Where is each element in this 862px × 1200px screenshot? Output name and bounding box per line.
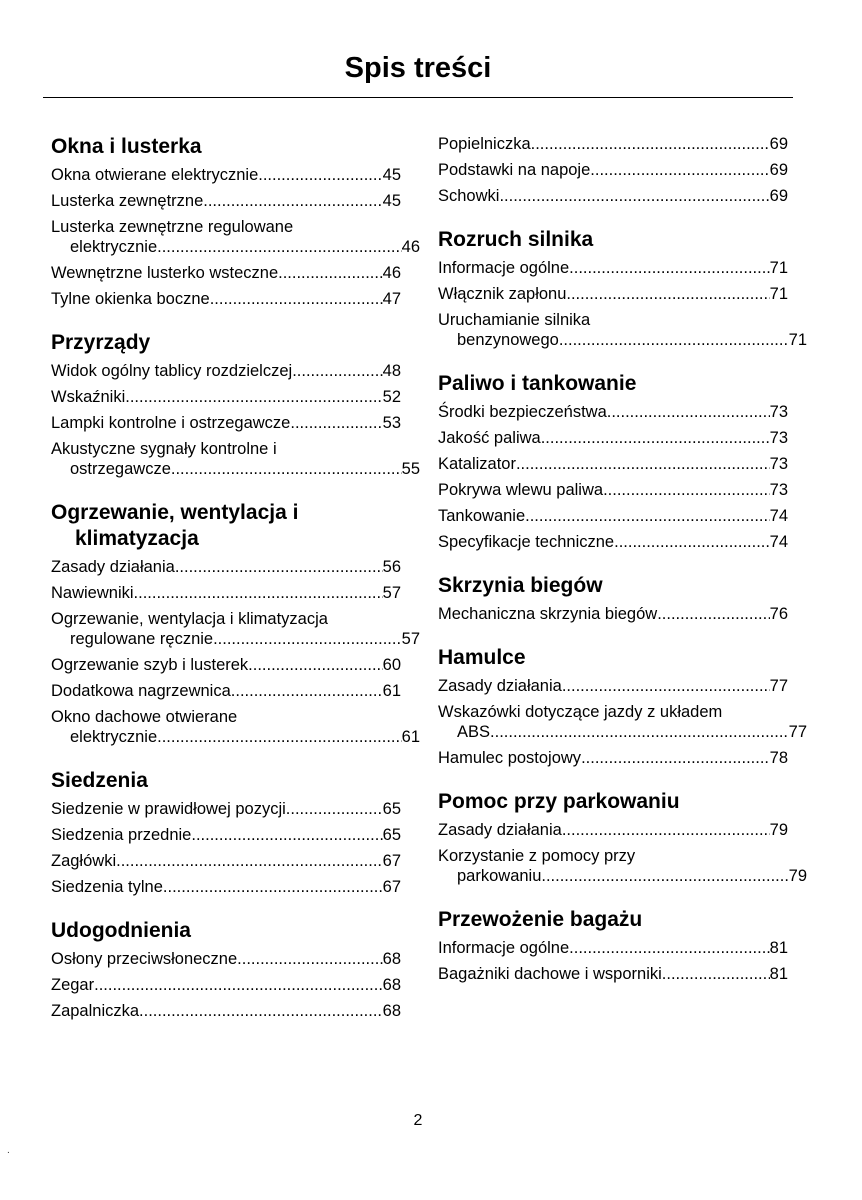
title-divider [43,97,793,98]
section-heading [438,645,788,671]
entry-page-number: 69 [769,161,788,179]
toc-section [438,789,807,886]
entry-title-line: Katalizator [438,455,516,473]
entry-title-line: Okno dachowe otwierane [51,708,238,726]
entry-page-number: 47 [382,290,401,308]
section-heading [438,573,788,599]
toc-entry-benzynowego[interactable] [438,310,807,350]
dot-leader [191,825,382,845]
toc-entry-ostrzegawcze[interactable] [51,439,420,479]
entry-page-number: 69 [769,135,788,153]
entry-title-line: Wskazówki dotyczące jazdy z układem [438,703,723,721]
entry-page-number: 67 [382,878,401,896]
toc-section [438,645,807,768]
entry-page-number: 57 [401,630,420,648]
dot-leader [134,583,383,603]
toc-entry-zegar[interactable] [51,975,401,995]
entry-title-line: Tylne okienka boczne [51,290,210,308]
section-heading [438,371,788,397]
toc-entry-informacje-ogolne[interactable] [438,938,788,958]
section-heading [51,918,401,944]
toc-entry-abs[interactable] [438,702,807,742]
section-heading [438,227,788,253]
dot-leader [286,799,383,819]
section-heading-line: Pomoc przy parkowaniu [438,790,680,813]
toc-section [51,500,420,747]
toc-entry-lusterka-zewnetrzne[interactable] [51,191,401,211]
entry-title-line: Okna otwierane elektrycznie [51,166,259,184]
page-title: Spis treści [344,52,492,84]
entry-page-number: 74 [769,507,788,525]
dot-leader [569,938,769,958]
entry-page-number: 81 [769,965,788,983]
dot-leader [603,480,770,500]
toc-entry-tylne-okienka-boczne[interactable] [51,289,401,309]
section-heading-line: Skrzynia biegów [438,574,603,597]
entry-title-line: parkowaniu [457,867,542,885]
entry-title-line: Włącznik zapłonu [438,285,567,303]
toc-entry-oslony-przeciwsloneczne[interactable] [51,949,401,969]
dot-leader [203,191,382,211]
toc-entry-wewnetrzne-lusterko-wsteczne[interactable] [51,263,401,283]
toc-entry-dodatkowa-nagrzewnica[interactable] [51,681,401,701]
entry-page-number: 69 [769,187,788,205]
section-heading [51,134,401,160]
page-number: 2 [413,1112,423,1129]
toc-entry-elektrycznie[interactable] [51,707,420,747]
corner-mark: . [7,1145,10,1156]
entry-title-line: Korzystanie z pomocy przy [438,847,636,865]
dot-leader [258,165,382,185]
entry-page-number: 76 [769,605,788,623]
entry-page-number: 45 [382,192,401,210]
toc-entry-katalizator[interactable] [438,454,788,474]
toc-entry-schowki[interactable] [438,186,788,206]
entry-title-line: Podstawki na napoje [438,161,591,179]
entry-title-line: ostrzegawcze [70,460,171,478]
section-heading-line: Okna i lusterka [51,135,202,158]
toc-entry-lampki-kontrolne-i-ostrzegawcze[interactable] [51,413,401,433]
toc-entry-elektrycznie[interactable] [51,217,420,257]
entry-title-line: Zasady działania [438,821,562,839]
entry-title-line: Ogrzewanie, wentylacja i klimatyzacja [51,610,328,628]
toc-entry-regulowane-recznie[interactable] [51,609,420,649]
toc-entry-bagazniki-dachowe-i-wsporniki[interactable] [438,964,788,984]
entry-page-number: 45 [382,166,401,184]
section-heading-line: Udogodnienia [51,919,191,942]
entry-page-number: 61 [401,728,420,746]
entry-title-line: Tankowanie [438,507,526,525]
entry-title-line: Wewnętrzne lusterko wsteczne [51,264,279,282]
entry-page-number: 65 [382,826,401,844]
dot-leader [590,160,769,180]
dot-leader [163,877,383,897]
entry-title-line: Siedzenia przednie [51,826,192,844]
entry-title-line: regulowane ręcznie [70,630,214,648]
entry-page-number: 73 [769,481,788,499]
section-heading-line: Rozruch silnika [438,228,594,251]
entry-title-line: Ogrzewanie szyb i lusterek [51,656,249,674]
entry-title-line: Zapalniczka [51,1002,140,1020]
toc-entry-wlacznik-zaplonu[interactable] [438,284,788,304]
dot-leader [248,655,382,675]
entry-title-line: Widok ogólny tablicy rozdzielczej [51,362,293,380]
section-heading [438,907,788,933]
entry-page-number: 73 [769,429,788,447]
toc-right-column [438,134,807,1005]
entry-title-line: Informacje ogólne [438,259,570,277]
toc-entry-zasady-dzialania[interactable] [51,557,401,577]
dot-leader [607,402,770,422]
entry-title-line: Zasady działania [438,677,562,695]
entry-title-line: Informacje ogólne [438,939,570,957]
section-heading [438,789,788,815]
dot-leader [499,186,769,206]
toc-entry-podstawki-na-napoje[interactable] [438,160,788,180]
section-heading [51,768,401,794]
toc-section [438,227,807,350]
entry-title-line: Zasady działania [51,558,175,576]
entry-title-line: Akustyczne sygnały kontrolne i [51,440,277,458]
toc-entry-zaglowki[interactable] [51,851,401,871]
entry-title-line: Lusterka zewnętrzne [51,192,204,210]
toc-section [51,768,401,897]
entry-page-number: 73 [769,403,788,421]
entry-title-line: Osłony przeciwsłoneczne [51,950,238,968]
entry-title-line: Zegar [51,976,95,994]
dot-leader [562,820,770,840]
toc-entry-popielniczka[interactable] [438,134,788,154]
entry-page-number: 71 [769,259,788,277]
dot-leader [614,532,770,552]
toc-entry-pokrywa-wlewu-paliwa[interactable] [438,480,788,500]
toc-section [438,134,788,206]
dot-leader [94,975,383,995]
dot-leader [139,1001,383,1021]
entry-page-number: 71 [788,331,807,349]
entry-title-line: Dodatkowa nagrzewnica [51,682,231,700]
toc-entry-parkowaniu[interactable] [438,846,807,886]
entry-page-number: 60 [382,656,401,674]
toc-entry-zasady-dzialania[interactable] [438,676,788,696]
toc-entry-widok-ogolny-tablicy-rozdzielczej[interactable] [51,361,401,381]
toc-section [51,918,401,1021]
dot-leader [125,387,382,407]
entry-page-number: 68 [382,976,401,994]
entry-title-line: Środki bezpieczeństwa [438,403,607,421]
entry-page-number: 77 [788,723,807,741]
section-heading-line: klimatyzacja [75,527,199,550]
entry-title-line: Schowki [438,187,500,205]
entry-page-number: 81 [769,939,788,957]
dot-leader [525,506,770,526]
entry-page-number: 79 [769,821,788,839]
section-heading [51,330,401,356]
entry-page-number: 67 [382,852,401,870]
entry-page-number: 78 [769,749,788,767]
entry-title-line: Jakość paliwa [438,429,541,447]
toc-section [438,573,788,624]
dot-leader [541,428,770,448]
entry-page-number: 77 [769,677,788,695]
dot-leader [278,263,383,283]
toc-entry-tankowanie[interactable] [438,506,788,526]
entry-title-line: Wskaźniki [51,388,126,406]
dot-leader [292,361,382,381]
dot-leader [516,454,770,474]
toc-section [438,907,788,984]
section-heading-line: Paliwo i tankowanie [438,372,637,395]
entry-page-number: 46 [382,264,401,282]
entry-page-number: 73 [769,455,788,473]
dot-leader [175,557,383,577]
entry-title-line: Popielniczka [438,135,531,153]
dot-leader [531,134,770,154]
toc-entry-specyfikacje-techniczne[interactable] [438,532,788,552]
dot-leader [210,289,383,309]
toc-entry-siedzenia-przednie[interactable] [51,825,401,845]
toc-entry-zasady-dzialania[interactable] [438,820,788,840]
toc-section [438,371,788,552]
entry-title-line: ABS [457,723,491,741]
entry-title-line: elektrycznie [70,238,158,256]
section-heading [51,500,401,552]
entry-title-line: benzynowego [457,331,559,349]
toc-entry-mechaniczna-skrzynia-biegow[interactable] [438,604,788,624]
dot-leader [237,949,382,969]
toc-entry-wskazniki[interactable] [51,387,401,407]
dot-leader [569,258,769,278]
dot-leader [662,964,770,984]
entry-title-line: elektrycznie [70,728,158,746]
entry-page-number: 52 [382,388,401,406]
toc-entry-srodki-bezpieczenstwa[interactable] [438,402,788,422]
entry-title-line: Hamulec postojowy [438,749,582,767]
dot-leader [213,629,402,649]
toc-entry-siedzenie-w-prawidlowej-pozycji[interactable] [51,799,401,819]
dot-leader [157,727,402,747]
entry-title-line: Pokrywa wlewu paliwa [438,481,604,499]
dot-leader [559,330,789,350]
section-heading-line: Przyrządy [51,331,151,354]
toc-entry-informacje-ogolne[interactable] [438,258,788,278]
entry-page-number: 79 [788,867,807,885]
dot-leader [116,851,383,871]
entry-page-number: 74 [769,533,788,551]
entry-page-number: 68 [382,950,401,968]
dot-leader [171,459,402,479]
entry-title-line: Siedzenia tylne [51,878,163,896]
entry-title-line: Uruchamianie silnika [438,311,591,329]
entry-title-line: Nawiewniki [51,584,134,602]
toc-entry-jakosc-paliwa[interactable] [438,428,788,448]
toc-entry-ogrzewanie-szyb-i-lusterek[interactable] [51,655,401,675]
entry-page-number: 56 [382,558,401,576]
entry-page-number: 61 [382,682,401,700]
entry-title-line: Siedzenie w prawidłowej pozycji [51,800,286,818]
entry-title-line: Specyfikacje techniczne [438,533,615,551]
section-heading-line: Ogrzewanie, wentylacja i [51,501,299,524]
dot-leader [290,413,382,433]
dot-leader [490,722,789,742]
section-heading-line: Siedzenia [51,769,148,792]
dot-leader [157,237,402,257]
entry-page-number: 55 [401,460,420,478]
entry-page-number: 48 [382,362,401,380]
entry-title-line: Lampki kontrolne i ostrzegawcze [51,414,291,432]
section-heading-line: Przewożenie bagażu [438,908,643,931]
dot-leader [231,681,383,701]
toc-entry-okna-otwierane-elektrycznie[interactable] [51,165,401,185]
entry-page-number: 46 [401,238,420,256]
entry-page-number: 57 [382,584,401,602]
toc-entry-hamulec-postojowy[interactable] [438,748,788,768]
entry-title-line: Mechaniczna skrzynia biegów [438,605,658,623]
toc-entry-zapalniczka[interactable] [51,1001,401,1021]
entry-page-number: 71 [769,285,788,303]
toc-section [51,134,420,309]
entry-page-number: 65 [382,800,401,818]
dot-leader [566,284,769,304]
toc-section [51,330,420,479]
dot-leader [562,676,770,696]
entry-page-number: 53 [382,414,401,432]
toc-left-column [51,134,420,1042]
dot-leader [541,866,788,886]
entry-page-number: 68 [382,1002,401,1020]
entry-title-line: Lusterka zewnętrzne regulowane [51,218,294,236]
dot-leader [581,748,770,768]
toc-entry-siedzenia-tylne[interactable] [51,877,401,897]
section-heading-line: Hamulce [438,646,526,669]
toc-entry-nawiewniki[interactable] [51,583,401,603]
entry-title-line: Bagażniki dachowe i wsporniki [438,965,662,983]
entry-title-line: Zagłówki [51,852,117,870]
dot-leader [657,604,769,624]
